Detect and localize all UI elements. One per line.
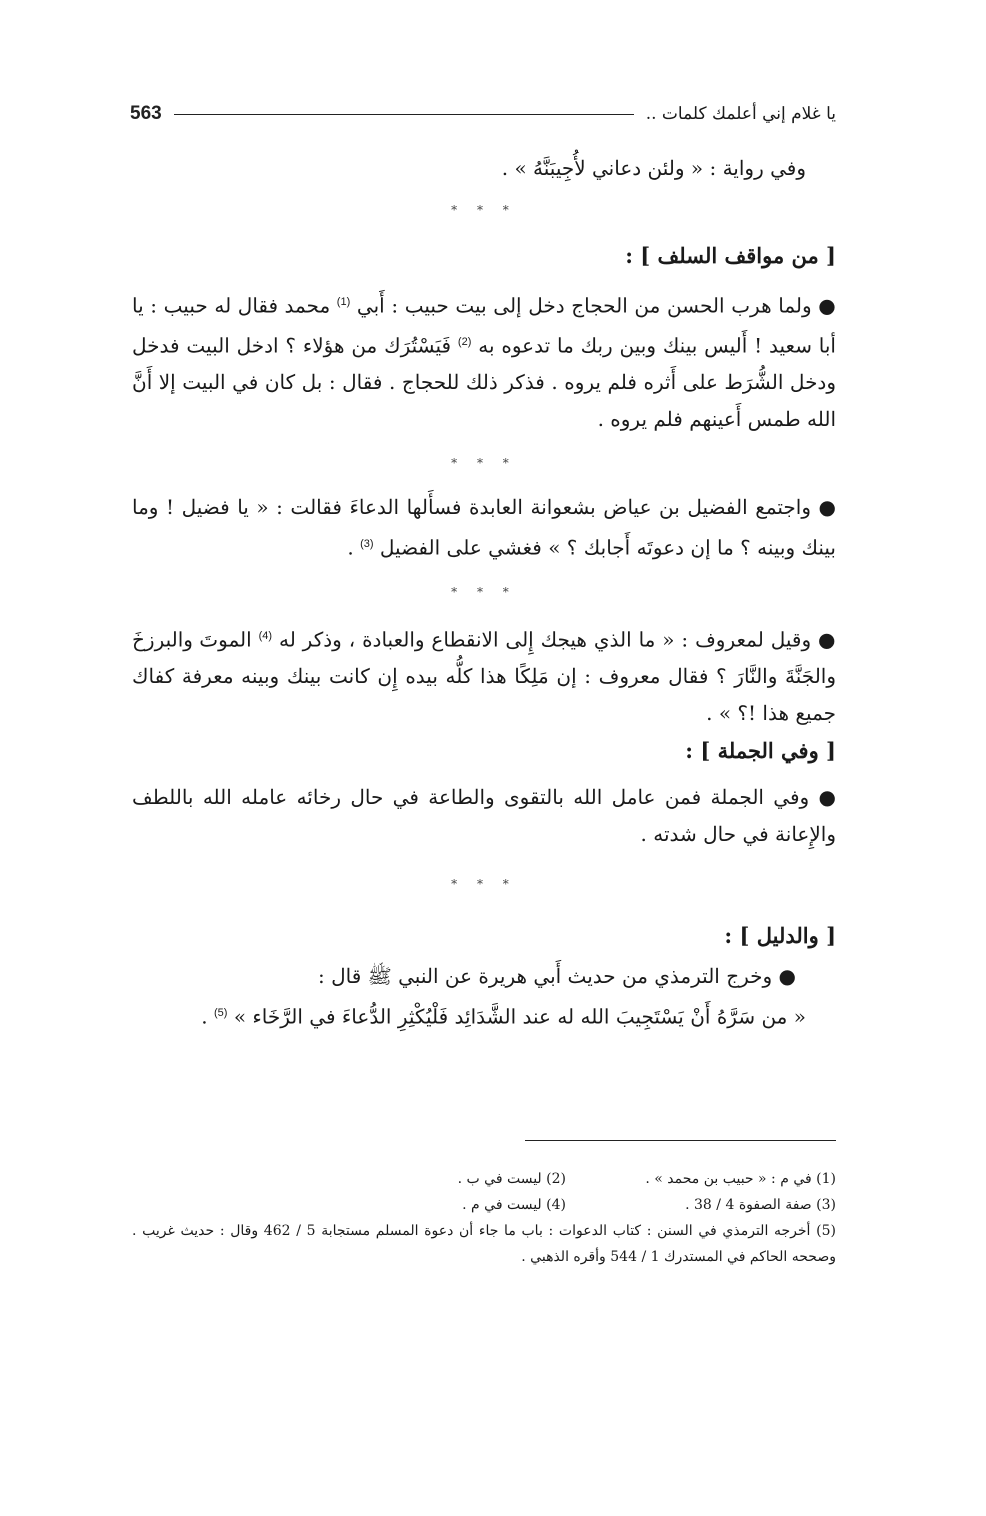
paragraph-maruf	[132, 618, 836, 731]
footnote-1: (1) في م : « حبيب بن محمد » .	[645, 1171, 836, 1187]
riwaya-line: وفي رواية : « ولئن دعاني لأُجِيبَنَّهُ » .	[501, 156, 806, 180]
footnote-rule	[525, 1140, 836, 1141]
paragraph-text: .	[347, 535, 354, 560]
paragraph-text: ● وقيل لمعروف : « ما الذي هيجك إِلى الانقطاع والعبادة ، وذكر له	[278, 627, 836, 652]
footnote-2: (2) ليست في ب .	[457, 1171, 566, 1187]
running-title: يا غلام إني أعلمك كلمات ..	[645, 104, 836, 124]
header-rule	[174, 114, 634, 115]
separator-stars: * * *	[451, 584, 517, 599]
page-header	[130, 98, 836, 130]
footnote-5: (5) أخرجه الترمذي في السنن : كتاب الدعوات : باب ما جاء أن دعوة المسلم مستجابة 5 / 462 وقال : حديث غريب . وصححه الحاكم في المستدرك 1 / 544 وأقره الذهبي .	[132, 1223, 836, 1265]
separator-stars: * * *	[451, 456, 517, 471]
footnote-3: (3) صفة الصفوة 4 / 38 .	[685, 1197, 836, 1213]
section-heading-salaf: [ من مواقف السلف ] :	[625, 243, 836, 268]
paragraph-text: ● واجتمع الفضيل بن عياض بشعوانة العابدة فسأَلها الدعاءَ فقالت : « يا فضيل ! وما بينك وبينه ؟ ما إن دعوتَه أَجابك ؟ » فغشي على الفضيل	[132, 495, 836, 560]
paragraph-fudayl	[132, 489, 836, 566]
footnote-ref-4[interactable]: (4)	[258, 629, 273, 642]
footnote-ref-1[interactable]: (1)	[336, 296, 351, 308]
paragraph-text: فَيَسْتُرَك من هؤلاء ؟ ادخل البيت فدخل ودخل الشُّرَط على أَثره فلم يروه . فذكر ذلك للحجاج . فقال : بل كان في البيت إلا أَنَّ الله طمس أَعينهم فلم يروه .	[132, 333, 836, 431]
paragraph-hasan	[132, 284, 836, 437]
footnote-4: (4) ليست في م .	[462, 1197, 566, 1213]
footnote-ref-5[interactable]: (5)	[213, 1006, 228, 1019]
paragraph-jumla: ● وفي الجملة فمن عامل الله بالتقوى والطاعة في حال رخائه عامله الله باللطف والإِعانة في حال شدته .	[132, 785, 836, 846]
hadith-text: « من سَرَّهُ أَنْ يَسْتَجِيبَ الله له عند الشَّدَائِد فَلْيُكْثِرِ الدُّعاءَ في الرَّخَاء »	[233, 1004, 806, 1029]
footnote-ref-3[interactable]: (3)	[360, 537, 374, 550]
footnote-row	[132, 1166, 836, 1192]
footnote-ref-2[interactable]: (2)	[457, 336, 472, 349]
page-body	[132, 150, 836, 1035]
section-heading-dalil: [ والدليل ] :	[724, 923, 836, 949]
paragraph-text: محمد فقال له حبيب : يا أبا سعيد ! أَليس بينك وبين ربك ما تدعوه به	[132, 293, 836, 358]
paragraph-text: ● ولما هرب الحسن من الحجاج دخل إلى بيت حبيب : أَبي	[356, 293, 837, 318]
separator-stars: * * *	[451, 203, 517, 217]
hadith-line	[132, 995, 836, 1035]
footnotes	[132, 1166, 836, 1270]
hadith-text: .	[201, 1004, 208, 1029]
footnote-row	[132, 1192, 836, 1218]
paragraph-text: الموتَ والبرزخَ والجَنَّةَ والنَّارَ ؟ فقال معروف : إن مَلِكًا هذا كلُّه بيده إِن كانت بينك وبينه معرفة كفاك جميع هذا !؟ » .	[132, 627, 836, 725]
separator-stars: * * *	[451, 877, 517, 892]
paragraph-tirmidhi: ● وخرج الترمذي من حديث أَبي هريرة عن النبي ﷺ قال :	[317, 964, 796, 989]
page-number: 563	[130, 103, 162, 124]
section-heading-jumla: [ وفي الجملة ] :	[685, 738, 836, 764]
